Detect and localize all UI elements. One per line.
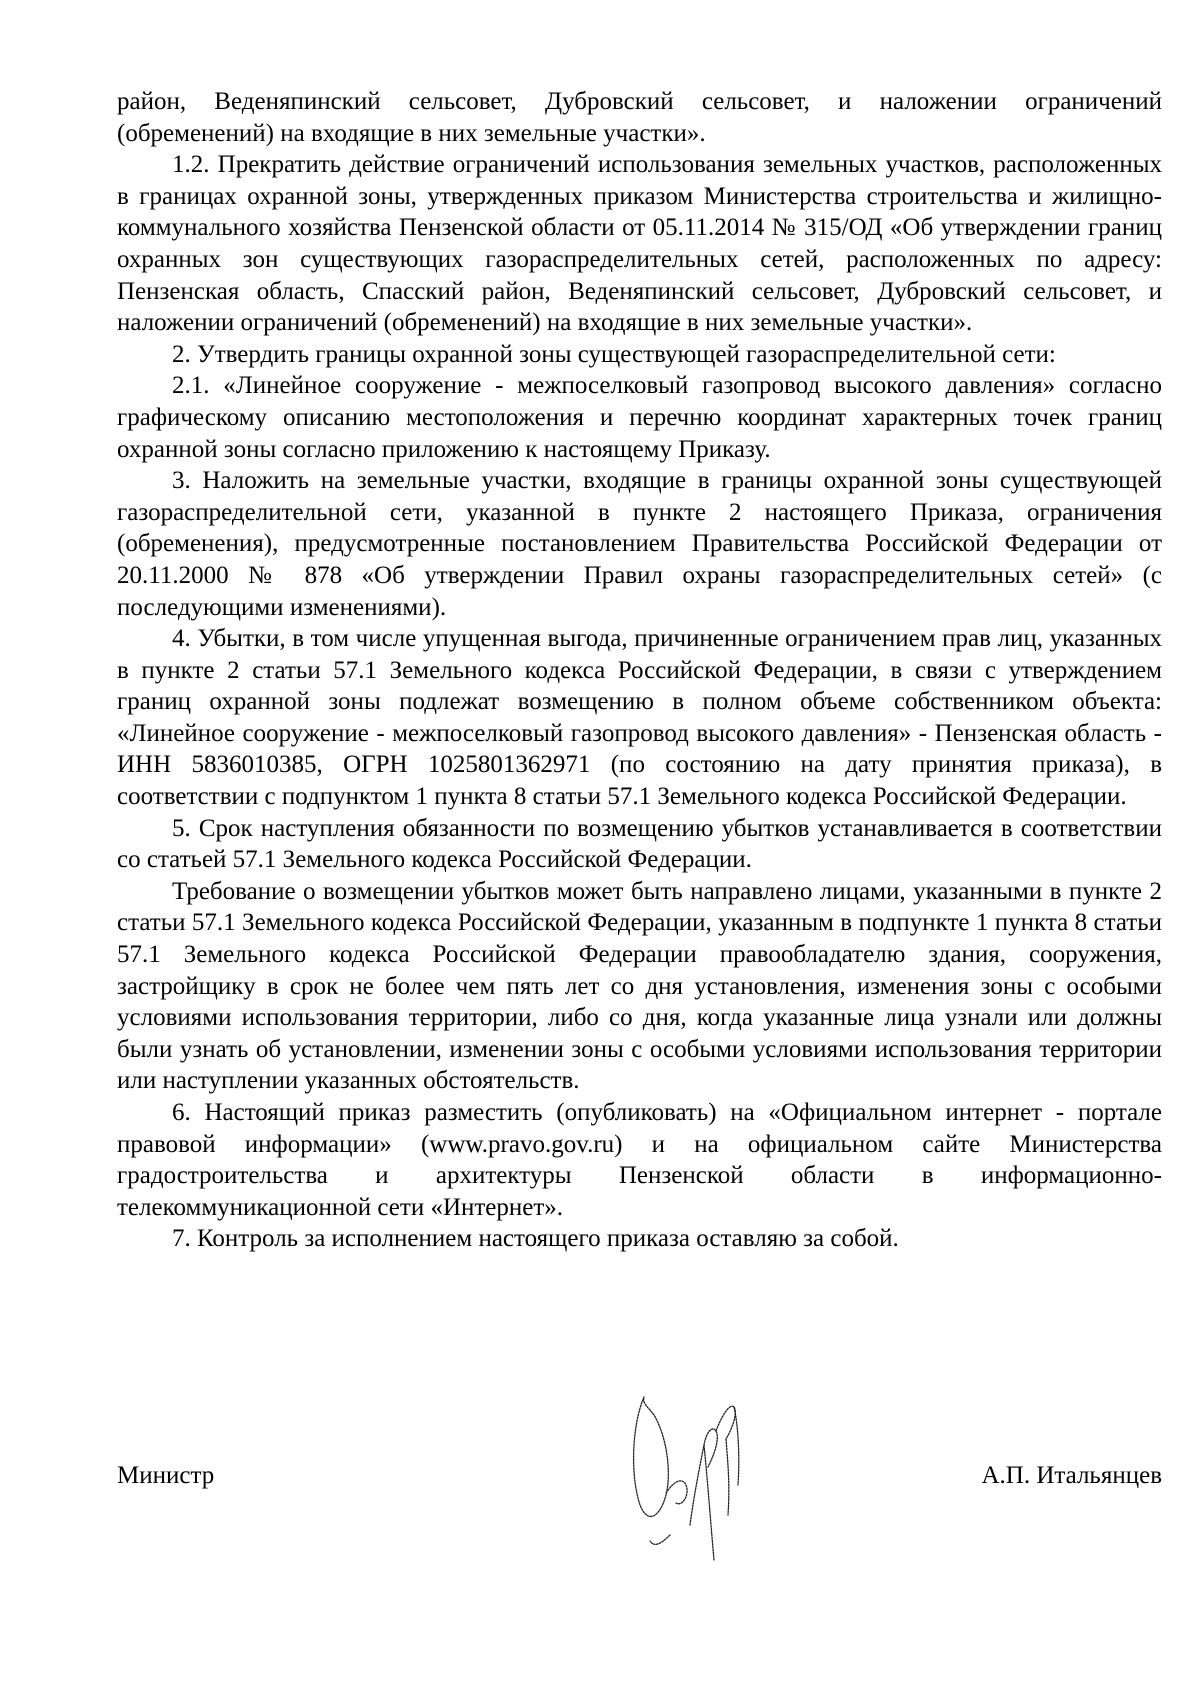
paragraph-continuation: район, Веденяпинский сельсовет, Дубровский сельсовет, и наложении ограничений (обременений) на входящие в них земельные участки». (117, 88, 1162, 147)
paragraph-2-1: 2.1. «Линейное сооружение - межпоселковый газопровод высокого давления» согласно графическому описанию местоположения и перечню координат характерных точек границ охранной зоны согласно приложению к настоящему Приказу. (117, 372, 1162, 463)
paragraph-4: 4. Убытки, в том числе упущенная выгода, причиненные ограничением прав лиц, указанных в пункте 2 статьи 57.1 Земельного кодекса Российской Федерации, в связи с утверждением границ охранной зоны подлежат возмещению в полном объеме собственником объекта: «Линейное сооружение - межпоселковый газопровод высокого давления» - Пензенская область - ИНН 5836010385, ОГРН 1025801362971 (по состоянию на дату принятия приказа), в соответствии с подпунктом 1 пункта 8 статьи 57.1 Земельного кодекса Российской Федерации. (117, 625, 1162, 811)
paragraph-5: 5. Срок наступления обязанности по возмещению убытков устанавливается в соответствии со статьей 57.1 Земельного кодекса Российской Федерации. (117, 814, 1162, 874)
paragraph-7: 7. Контроль за исполнением настоящего приказа оставляю за собой. (172, 1225, 899, 1253)
signer-name: А.П. Итальянцев (981, 1462, 1162, 1489)
paragraph-3: 3. Наложить на земельные участки, входящие в границы охранной зоны существующей газораспределительной сети, указанной в пункте 2 настоящего Приказа, ограничения (обременения), предусмотренные постановлением Правительства Российской Федерации от 20.11.2000 № 878 «Об утверждении Правил охраны газораспределительных сетей» (с последующими изменениями). (117, 467, 1162, 621)
paragraph-5-requirement: Требование о возмещении убытков может быть направлено лицами, указанными в пункте 2 статьи 57.1 Земельного кодекса Российской Федерации, указанным в подпункте 1 пункта 8 статьи 57.1 Земельного кодекса Российской Федерации правообладателю здания, сооружения, застройщику в срок не более чем пять лет со дня установления, изменения зоны с особыми условиями использования территории, либо со дня, когда указанные лица узнали или должны были узнать об установлении, изменении зоны с особыми условиями использования территории или наступлении указанных обстоятельств. (117, 877, 1162, 1095)
document-body (117, 86, 1162, 1255)
handwritten-signature (630, 1385, 760, 1570)
paragraph-2: 2. Утвердить границы охранной зоны существующей газораспределительной сети: (172, 340, 1056, 368)
paragraph-1-2: 1.2. Прекратить действие ограничений использования земельных участков, расположенных в границах охранной зоны, утвержденных приказом Министерства строительства и жилищно-коммунального хозяйства Пензенской области от 05.11.2014 № 315/ОД «Об утверждении границ охранных зон существующих газораспределительных сетей, расположенных по адресу: Пензенская область, Спасский район, Веденяпинский сельсовет, Дубровский сельсовет, и наложении ограничений (обременений) на входящие в них земельные участки». (117, 151, 1162, 337)
paragraph-6: 6. Настоящий приказ разместить (опубликовать) на «Официальном интернет - портале правовой информации» (www.pravo.gov.ru) и на официальном сайте Министерства градостроительства и архитектуры Пензенской области в информационно-телекоммуникационной сети «Интернет». (117, 1099, 1162, 1221)
position-title: Министр (117, 1462, 215, 1489)
